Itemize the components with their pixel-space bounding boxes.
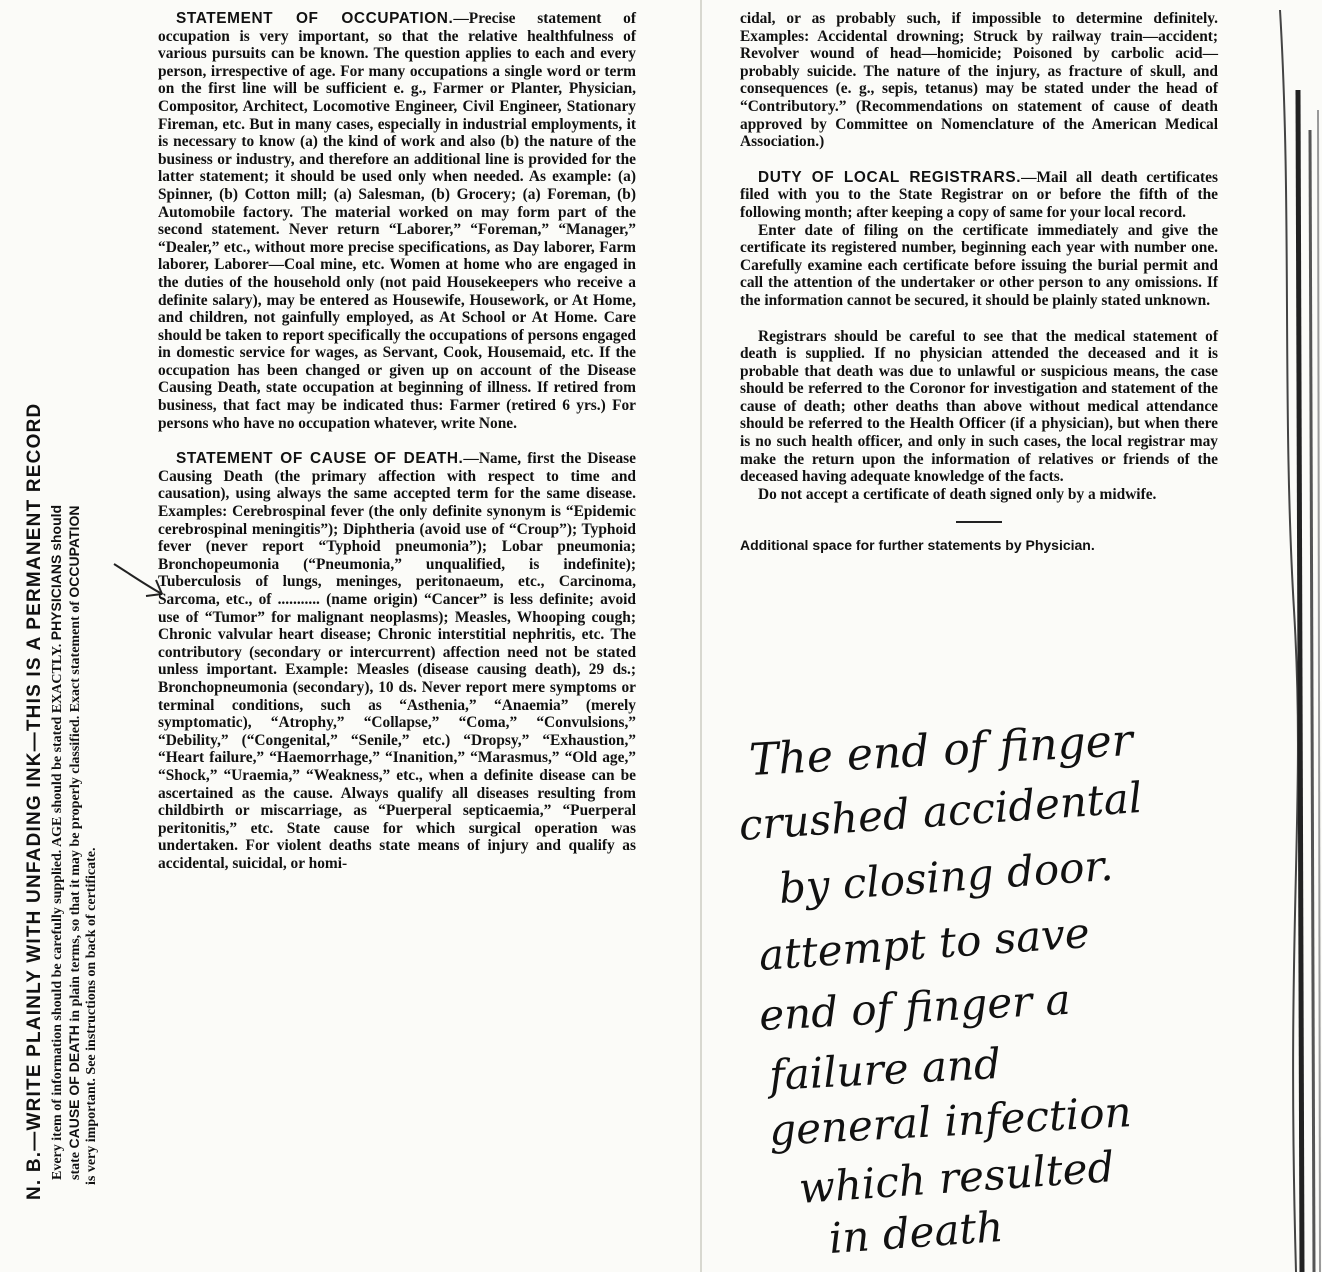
hw-line-6: failure and [767, 1038, 1002, 1100]
additional-space-label: Additional space for further statements by Physician. [740, 537, 1095, 554]
hw-line-8: which resulted [797, 1142, 1116, 1213]
side-line-1a: Every item of information should be carefully supplied. AGE should be stated EXACTLY. [50, 640, 65, 1180]
side-instruction-line-3: is very important. See instructions on back of certificate. [84, 847, 99, 1185]
hw-line-3: by closing door. [777, 840, 1115, 913]
registrars-body-4: Do not accept a certificate of death signed only by a midwife. [758, 485, 1157, 503]
occupation-body: —Precise statement of occupation is very important, so that the relative healthfulness of various pursuits can be known. The question applies to each and every person, irrespective of age. For many occupations a single word or term on the first line will be sufficient e. g., Farmer or Planter, Physician, Compositor, Architect, Locomotive Engineer, Civil Engineer, Stationary Fireman, etc. But in many cases, especially in industrial employments, it is necessary to know (a) the kind of work and also (b) the nature of the business or industry, and therefore an additional line is provided for the latter statement; it should be used only when needed. As example: (a) Spinner, (b) Cotton mill; (a) Salesman, (b) Grocery; (a) Foreman, (b) Automobile factory. The material worked on may form part of the second statement. Never return “Laborer,” “Foreman,” “Manager,” “Dealer,” etc., without more precise specifications, as Day laborer, Farm laborer, Laborer—Coal mine, etc. Women at home who are engaged in the duties of the household only (not paid Housekeepers who receive a definite salary), may be entered as Housewife, Housework, or At Home, and children, not gainfully employed, as At School or At Home. Care should be taken to report specifically the occupations of persons engaged in domestic service for wages, as Servant, Cook, Housemaid, etc. If the occupation has been changed or given up on account of the Disease Causing Death, state occupation at beginning of illness. If retired from business, that fact may be indicated thus: Farmer (retired 6 yrs.) For persons who have no occupation whatever, write None. [158, 10, 636, 432]
hw-line-7: general infection [767, 1087, 1133, 1155]
occupation-heading: STATEMENT OF OCCUPATION. [176, 10, 454, 27]
right-column [740, 10, 1218, 555]
hw-line-4: attempt to save [757, 907, 1092, 980]
page-edge-scan-artifacts [1272, 10, 1322, 1272]
cause-heading: STATEMENT OF CAUSE OF DEATH. [176, 450, 464, 468]
registrars-section-2 [740, 328, 1218, 504]
side-line-2c: in plain terms, so that it may be properly classified. Exact statement of [68, 597, 83, 1026]
hw-line-1: The end of finger [747, 725, 1134, 786]
cause-body-right: cidal, or as probably such, if impossible to determine definitely. Examples: Accidental drowning; Struck by railway train—accident; Revolver wound of head—homicide; Poisoned by carbolic acid—probably suicide. The nature of the injury, as fracture of skull, and consequences (e. g., sepis, tetanus) may be stated under the head of “Contributory.” (Recommendations on statement of cause of death approved by Committee on Nomenclature of the American Medical Association.) [740, 10, 1218, 151]
registrars-body-3: Registrars should be careful to see that the medical statement of death is supplied. If no physician attended the deceased and it is probable that death was due to unlawful or suspicious means, the case should be referred to the Coronor for investigation and statement of the cause of death; other deaths than above without medical attendance should be referred to the Health Officer (if a physician), but when there is no such health officer, and only in such cases, the local registrar may make the return upon the information of relatives or friends of the deceased having adequate knowledge of the facts. [740, 327, 1218, 486]
registrars-body-1: —Mail all death certificates filed with you to the State Registrar on or before the fifth of the following month; after keeping a copy of same for your local record. [740, 168, 1218, 221]
side-instruction-line-2 [66, 506, 84, 1180]
occupation-section [158, 10, 636, 432]
side-line-2b: CAUSE OF DEATH [66, 1025, 82, 1149]
hw-line-5: end of finger a [757, 974, 1072, 1040]
divider [956, 521, 1002, 523]
registrars-paragraph-1 [740, 169, 1218, 222]
registrars-body-2: Enter date of filing on the certificate immediately and give the certificate its registered number, beginning each year with number one. Carefully examine each certificate before issuing the burial permit and call the attention of the undertaker or other person to any omissions. If the information cannot be secured, it should be plainly stated unknown. [740, 221, 1218, 309]
column-fold [700, 0, 702, 1272]
side-instructions [0, 0, 150, 1272]
cause-continued [740, 10, 1218, 151]
permanent-record-notice: N. B.—WRITE PLAINLY WITH UNFADING INK—THIS IS A PERMANENT RECORD [24, 402, 45, 1200]
hw-line-2: crushed accidental [740, 772, 1144, 850]
handwriting-svg [740, 725, 1260, 1265]
cause-paragraph [158, 450, 636, 872]
occupation-paragraph [158, 10, 636, 432]
physician-handwritten-note [740, 725, 1260, 1265]
side-line-1b: PHYSICIANS should [48, 504, 64, 641]
cause-section [158, 450, 636, 872]
side-instruction-line-1 [48, 505, 66, 1180]
left-column [158, 10, 636, 891]
registrars-section [740, 169, 1218, 310]
hw-line-9: in death [827, 1201, 1005, 1263]
cause-body-left: —Name, first the Disease Causing Death (the primary affection with respect to time and causation), using always the same accepted term for the same disease. Examples: Cerebrospinal fever (the only definite synonym is “Epidemic cerebrospinal meningitis”); Diphtheria (avoid use of “Croup”); Typhoid fever (never report “Typhoid pneumonia”); Lobar pneumonia; Bronchopeumonia (“Pneumonia,” unqualified, is indefinite); Tuberculosis of lungs, meninges, peritonaeum, etc., Carcinoma, Sarcoma, etc., of ........... (name origin) “Cancer” is less definite; avoid use of “Tumor” for malignant neoplasms); Measles, Whooping cough; Chronic valvular heart disease; Chronic interstitial nephritis, etc. The contributory (secondary or intercurrent) affection need not be stated unless important. Example: Measles (disease causing death), 29 ds.; Bronchopneumonia (secondary), 10 ds. Never report mere symptoms or terminal conditions, such as “Asthenia,” “Anaemia” (merely symptomatic), “Atrophy,” “Collapse,” “Coma,” “Convulsions,” “Debility,” (“Congenital,” “Senile,” etc.) “Dropsy,” “Exhaustion,” “Heart failure,” “Haemorrhage,” “Inanition,” “Marasmus,” “Old age,” “Shock,” “Uraemia,” “Weakness,” etc., when a definite disease can be ascertained as the cause. Always qualify all diseases resulting from childbirth or miscarriage, as “Puerperal septicaemia,” “Puerperal peritonitis,” etc. State cause for which surgical operation was undertaken. For violent deaths state means of injury and qualify as accidental, suicidal, or homi- [158, 450, 636, 872]
registrars-heading: DUTY OF LOCAL REGISTRARS. [758, 168, 1022, 186]
side-line-2a: state [68, 1148, 83, 1180]
side-line-2d: OCCUPATION [66, 505, 82, 598]
